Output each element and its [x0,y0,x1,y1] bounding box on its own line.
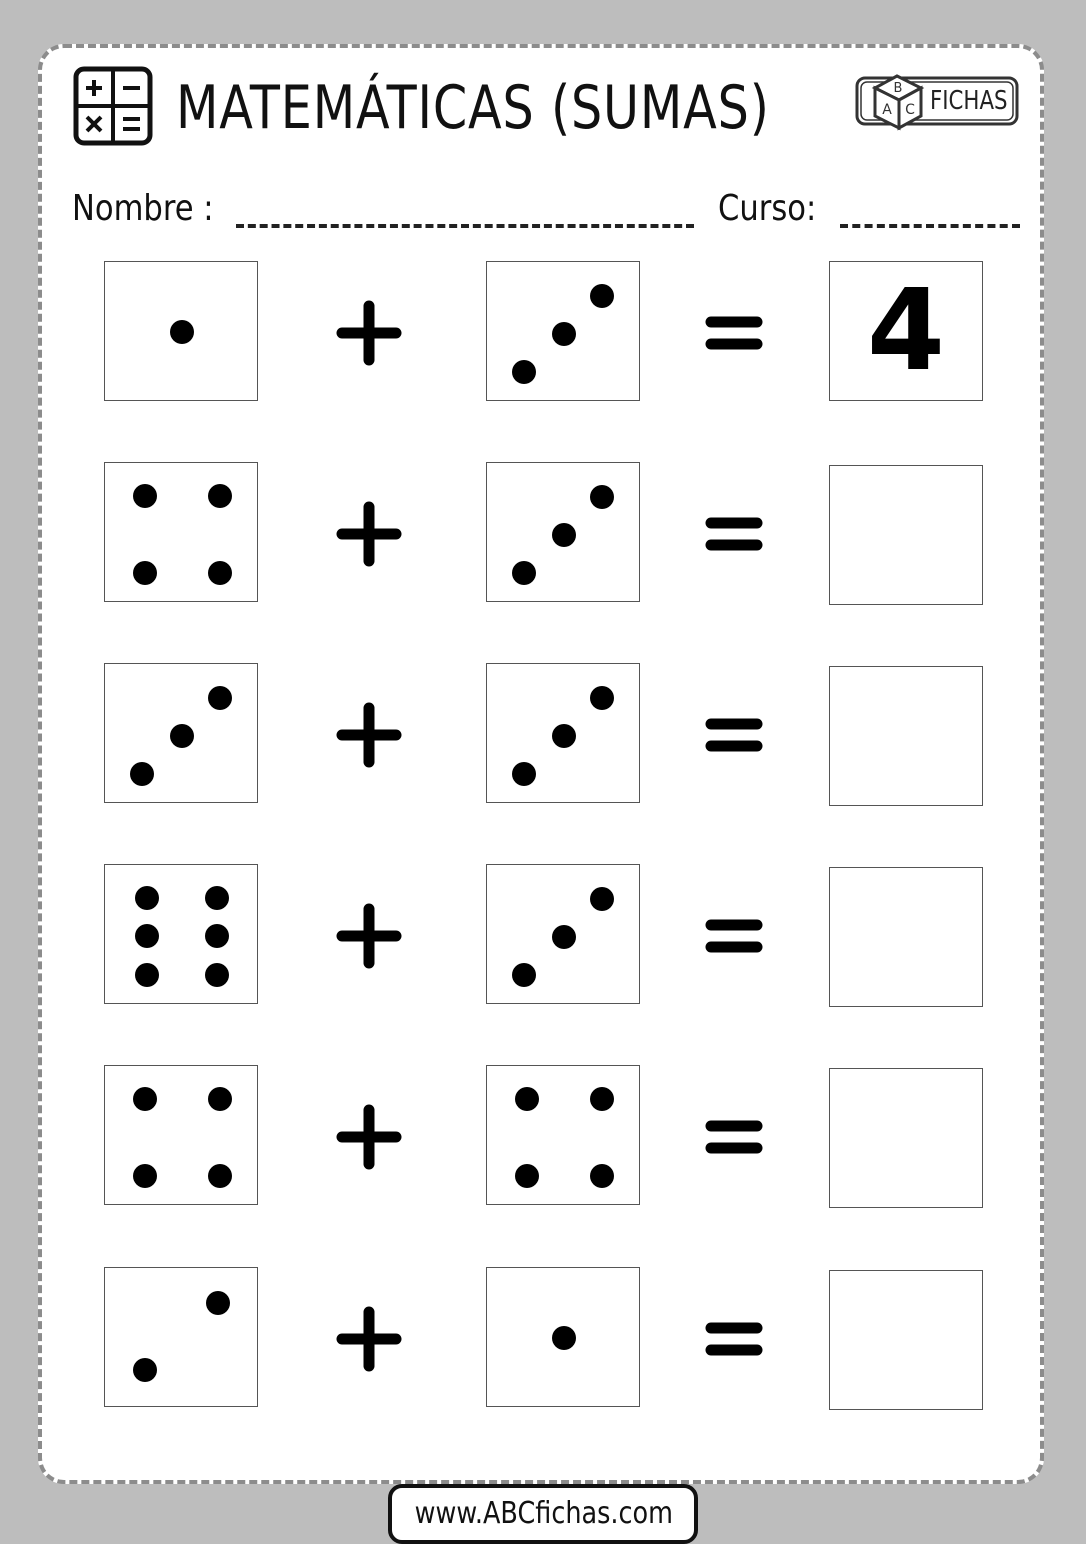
right-die [486,1267,640,1407]
name-label: Nombre : [72,188,214,229]
logo-letter-b: B [893,81,903,96]
die-pip [205,886,229,910]
die-pip [590,1087,614,1111]
left-die [104,462,258,602]
right-die [486,1065,640,1205]
left-die [104,261,258,401]
die-pip [133,1087,157,1111]
die-pip [590,284,614,308]
die-face [487,1268,641,1408]
die-pip [133,484,157,508]
die-pip [135,924,159,948]
die-face [487,1066,641,1206]
die-face [487,262,641,402]
left-die [104,663,258,803]
die-pip [133,561,157,585]
die-pip [135,886,159,910]
footer-url-badge [388,1484,698,1544]
right-die [486,864,640,1004]
right-die [486,462,640,602]
die-pip [512,561,536,585]
answer-box[interactable] [829,1270,983,1410]
die-pip [133,1358,157,1382]
die-pip [552,322,576,346]
die-pip [170,320,194,344]
die-pip [208,1087,232,1111]
die-pip [590,1164,614,1188]
die-pip [512,360,536,384]
die-pip [206,1291,230,1315]
die-face [105,1268,259,1408]
plus-sign [334,1304,404,1374]
course-label: Curso: [718,188,817,229]
left-die [104,864,258,1004]
answer-box[interactable] [829,1068,983,1208]
plus-sign [334,1102,404,1172]
answer-box[interactable] [829,666,983,806]
plus-sign [334,499,404,569]
die-pip [590,686,614,710]
die-pip [135,963,159,987]
die-pip [590,485,614,509]
die-face [487,865,641,1005]
die-pip [512,762,536,786]
equals-sign [699,700,769,770]
die-face [105,1066,259,1206]
logo-text: FICHAS [930,86,1008,116]
answer-value [830,667,982,805]
die-pip [552,1326,576,1350]
die-pip [208,561,232,585]
die-pip [552,724,576,748]
die-pip [133,1164,157,1188]
answer-value: 4 [867,266,945,396]
die-face [105,664,259,804]
right-die [486,261,640,401]
answer-box[interactable] [829,867,983,1007]
die-pip [515,1087,539,1111]
plus-sign [334,298,404,368]
left-die [104,1065,258,1205]
die-pip [512,963,536,987]
equals-sign [699,1304,769,1374]
die-pip [205,963,229,987]
calculator-icon [73,66,153,146]
footer-url: www.ABCfichas.com [414,1496,674,1531]
course-field[interactable] [840,224,1020,228]
left-die [104,1267,258,1407]
die-pip [130,762,154,786]
equals-sign [699,499,769,569]
right-die [486,663,640,803]
equals-sign [699,1102,769,1172]
die-face [105,262,259,402]
die-face [105,463,259,603]
die-face [487,463,641,603]
equals-sign [699,901,769,971]
die-pip [552,523,576,547]
die-pip [208,484,232,508]
die-pip [552,925,576,949]
die-pip [515,1164,539,1188]
answer-value [830,466,982,604]
answer-value [830,868,982,1006]
answer-box[interactable] [829,465,983,605]
answer-value [830,1271,982,1409]
plus-sign [334,901,404,971]
die-pip [208,1164,232,1188]
name-field[interactable] [236,224,694,228]
die-face [105,865,259,1005]
equals-sign [699,298,769,368]
die-pip [590,887,614,911]
answer-box[interactable] [829,261,983,401]
die-pip [208,686,232,710]
die-pip [205,924,229,948]
die-pip [170,724,194,748]
logo-letter-c: C [905,102,915,118]
logo-letter-a: A [882,102,892,118]
answer-value [830,1069,982,1207]
page-title: MATEMÁTICAS (SUMAS) [176,73,770,143]
plus-sign [334,700,404,770]
die-face [487,664,641,804]
